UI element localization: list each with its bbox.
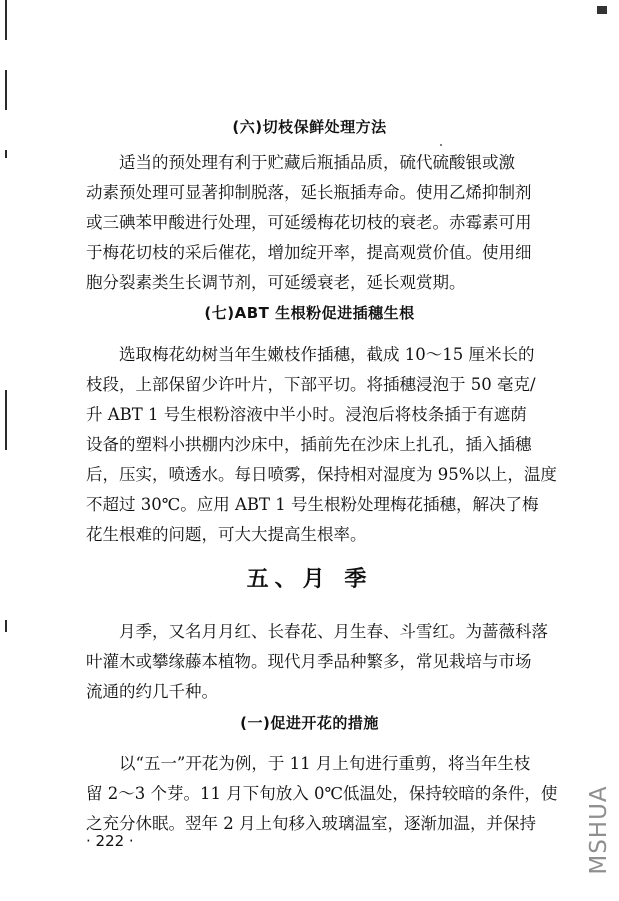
page-number: · 222 ·: [86, 832, 134, 850]
text-line: 适当的预处理有利于贮藏后瓶插品质，硫代硫酸银或激: [119, 153, 515, 172]
text-line: 动素预处理可显著抑制脱落，延长瓶插寿命。使用乙烯抑制剂: [86, 183, 532, 202]
paragraph-chapter-5: [86, 617, 558, 707]
paragraph-section-1: [86, 749, 558, 839]
text-line: 枝段，上部保留少许叶片，下部平切。将插穗浸泡于 50 毫克/: [86, 375, 536, 394]
section-heading-1: (一)促进开花的措施: [240, 714, 379, 732]
scan-edge-mark: [5, 0, 7, 40]
scan-edge-mark: [5, 150, 7, 158]
scan-edge-mark: [5, 390, 7, 450]
paragraph-section-6: [86, 148, 558, 298]
section-heading-7: (七)ABT 生根粉促进插穗生根: [204, 304, 415, 322]
chapter-heading: 五、月 季: [246, 566, 373, 592]
scan-corner-mark: [597, 6, 607, 14]
text-line: 月季，又名月月红、长春花、月生春、斗雪红。为蔷薇科落: [119, 622, 548, 641]
text-line: 或三碘苯甲酸进行处理，可延缓梅花切枝的衰老。赤霉素可用: [86, 213, 532, 232]
section-heading-6: (六)切枝保鲜处理方法: [232, 118, 387, 136]
scan-speck: [440, 144, 442, 146]
text-line: 升 ABT 1 号生根粉溶液中半小时。浸泡后将枝条插于有遮荫: [86, 405, 527, 424]
paragraph-section-7: [86, 340, 558, 550]
text-line: 留 2～3 个芽。11 月下旬放入 0℃低温处，保持较暗的条件，使: [86, 784, 558, 803]
scan-edge-mark: [5, 70, 7, 110]
text-line: 于梅花切枝的采后催花，增加绽开率，提高观赏价值。使用细: [86, 243, 532, 262]
text-line: 以“五一”开花为例，于 11 月上旬进行重剪，将当年生枝: [119, 754, 531, 773]
text-line: 花生根难的问题，可大大提高生根率。: [86, 525, 367, 544]
text-line: 后，压实，喷透水。每日喷雾，保持相对湿度为 95%以上，温度: [86, 465, 557, 484]
text-line: 叶灌木或攀缘藤本植物。现代月季品种繁多，常见栽培与市场: [86, 652, 532, 671]
text-line: 选取梅花幼树当年生嫩枝作插穗，截成 10～15 厘米长的: [119, 345, 535, 364]
watermark: [584, 770, 614, 890]
text-line: 流通的约几千种。: [86, 682, 218, 701]
text-line: 不超过 30℃。应用 ABT 1 号生根粉处理梅花插穗，解决了梅: [86, 495, 539, 514]
text-line: 设备的塑料小拱棚内沙床中，插前先在沙床上扎孔，插入插穗: [86, 435, 532, 454]
text-line: 胞分裂素类生长调节剂，可延缓衰老，延长观赏期。: [86, 273, 466, 292]
text-line: 之充分休眠。翌年 2 月上旬移入玻璃温室，逐渐加温，并保持: [86, 814, 536, 833]
scan-edge-mark: [5, 620, 7, 632]
watermark-text: MSHUA: [586, 785, 612, 875]
